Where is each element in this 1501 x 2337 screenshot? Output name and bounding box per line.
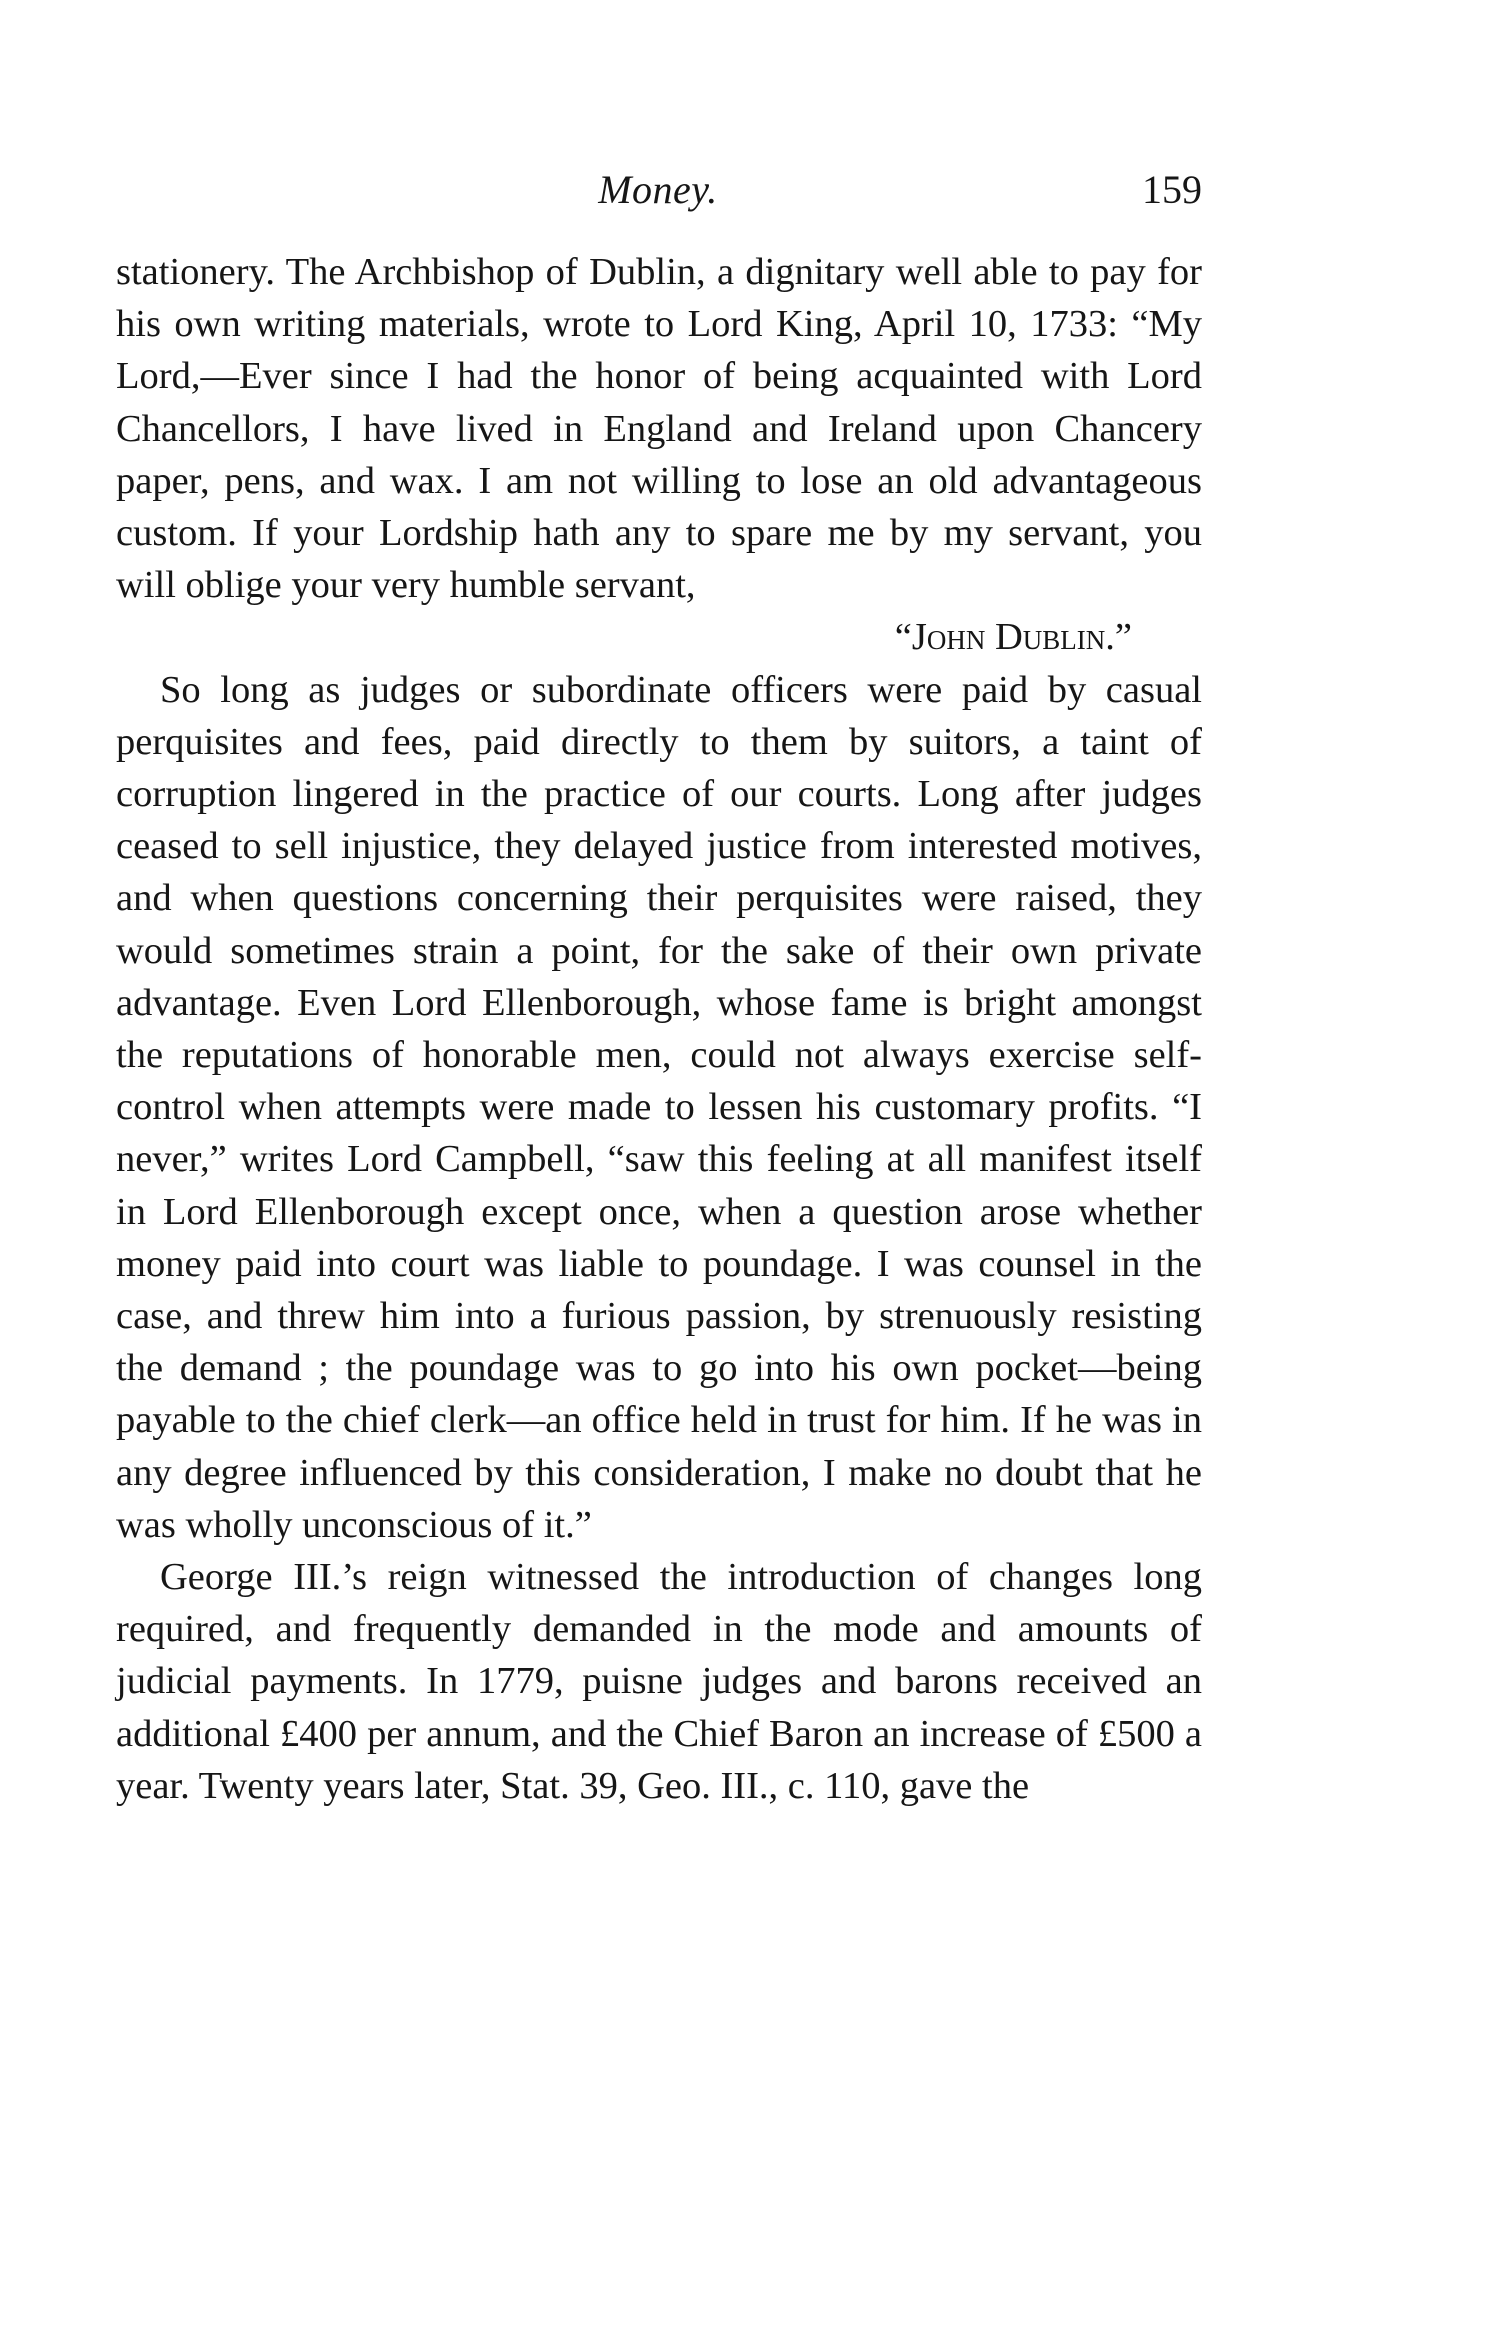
chapter-title: Money. (598, 167, 718, 212)
running-head (114, 160, 1202, 220)
paragraph-george-iii: George III.’s reign witnessed the introduction of changes long required, and frequently demanded in the mode and amounts of judicial payments. In 1779, puisne judges and barons received an additional £400 per annum, and the Chief Baron an increase of £500 a year. Twenty years later, Stat. 39, Geo. III., c. 110, gave the (116, 1556, 1202, 1807)
letter-signature: “John Dublin.” (894, 616, 1132, 659)
page-number: 159 (1142, 167, 1202, 212)
paragraph-continuation: stationery. The Archbishop of Dublin, a dignitary well able to pay for his own writing materials, wrote to Lord King, April 10, 1733: “My Lord,—Ever since I had the honor of being acquainted with Lord Chancellors, I have lived in England and Ireland upon Chancery paper, pens, and wax. I am not willing to lose an old advantageous custom. If your Lordship hath any to spare me by my servant, you will oblige your very humble servant, (116, 251, 1202, 607)
body-text (116, 246, 1202, 1812)
paragraph-judges-fees: So long as judges or subordinate officers were paid by casual perquisites and fees, paid directly to them by suitors, a taint of corruption lingered in the practice of our courts. Long after judges ceased to sell injustice, they delayed justice from interested motives, and when questions concerning their perquisites were raised, they would sometimes strain a point, for the sake of their own private advantage. Even Lord Ellenborough, whose fame is bright amongst the reputations of honorable men, could not always exercise self-control when attempts were made to lessen his customary profits. “I never,” writes Lord Campbell, “saw this feeling at all manifest itself in Lord Ellenborough except once, when a question arose whether money paid into court was liable to poundage. I was counsel in the case, and threw him into a furious passion, by strenuously resisting the demand ; the poundage was to go into his own pocket—being payable to the chief clerk—an office held in trust for him. If he was in any degree influenced by this consideration, I make no doubt that he was wholly unconscious of it.” (116, 668, 1202, 1546)
